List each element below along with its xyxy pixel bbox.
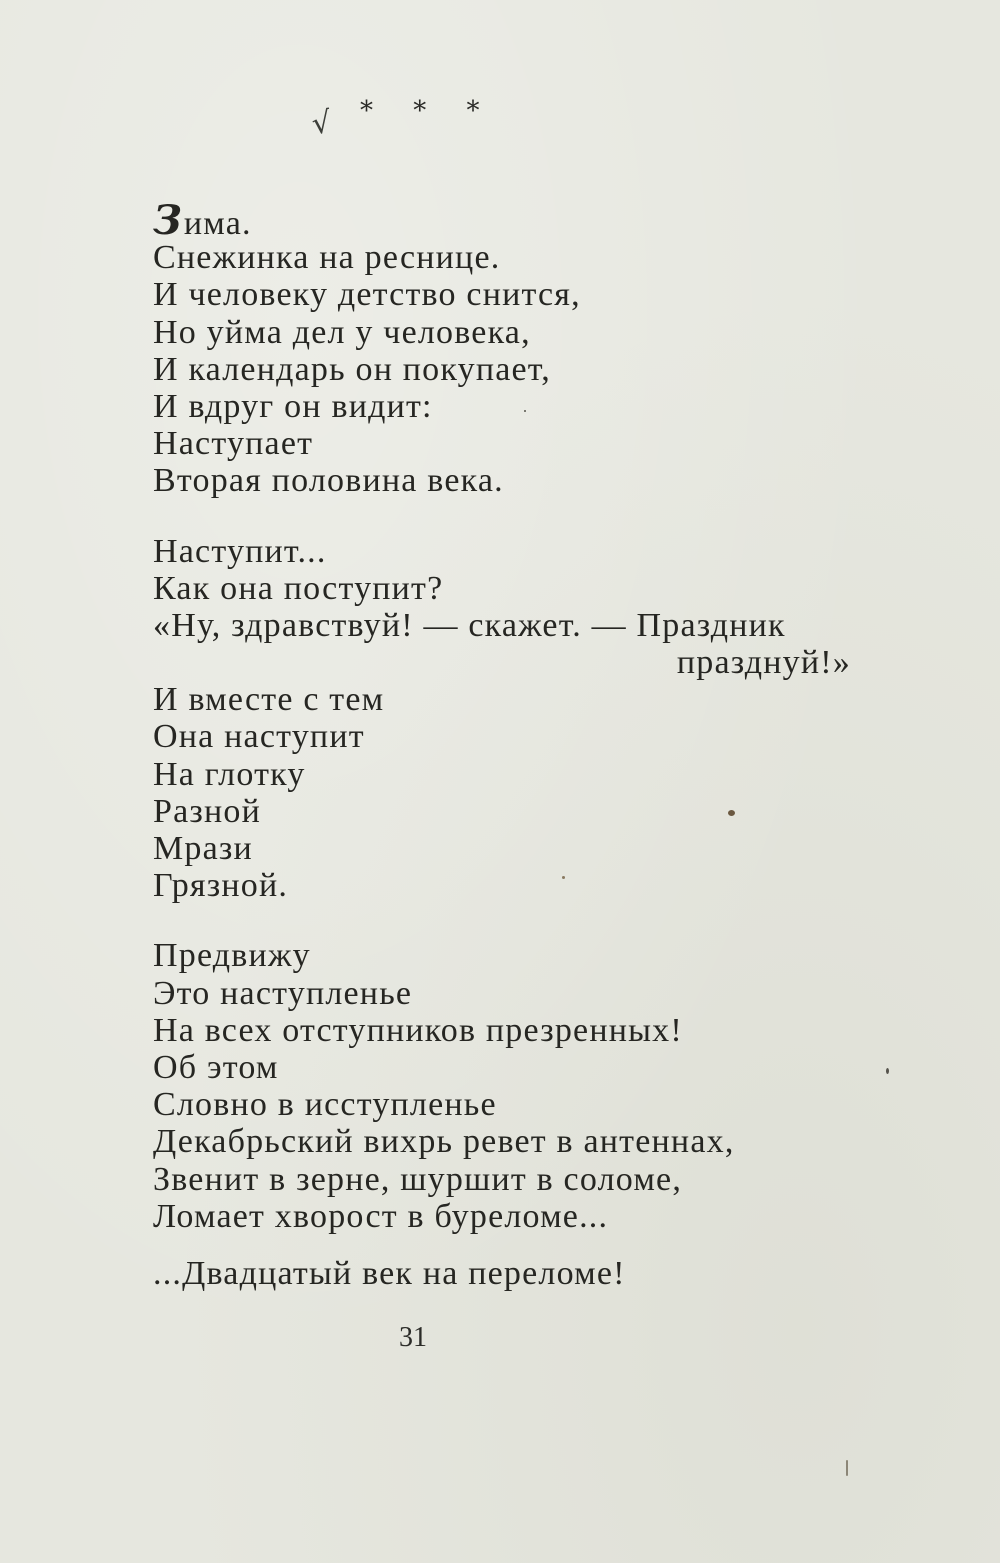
poem-line: Она наступит bbox=[153, 718, 365, 756]
poem-line: Предвижу bbox=[153, 937, 311, 975]
poem-line: И человеку детство снится, bbox=[153, 276, 581, 314]
paper-speck bbox=[846, 1460, 848, 1476]
poem-line: На всех отступников презренных! bbox=[153, 1011, 683, 1049]
poem-first-line bbox=[153, 197, 853, 244]
stanza-gap bbox=[153, 1235, 853, 1255]
poem-line: Ломает хворост в буреломе... bbox=[153, 1197, 609, 1235]
handwritten-check-mark-icon: √ bbox=[309, 104, 334, 143]
poem-final-line: ...Двадцатый век на переломе! bbox=[153, 1254, 626, 1292]
page-number: 31 bbox=[399, 1322, 427, 1353]
poem-line: Как она поступит? bbox=[153, 569, 444, 607]
first-line-rest: има. bbox=[183, 205, 252, 242]
dropcap-letter: З bbox=[153, 197, 182, 244]
poem-line: Наступает bbox=[153, 425, 314, 463]
poem-line: Разной bbox=[153, 792, 262, 830]
poem-line: Наступит... bbox=[153, 532, 327, 570]
poem-text bbox=[153, 197, 853, 1292]
stanza-gap bbox=[153, 904, 853, 937]
poem-line-continuation: празднуй!» bbox=[676, 644, 851, 682]
poem-line: И вместе с тем bbox=[153, 681, 385, 719]
poem-line: Мрази bbox=[153, 830, 253, 867]
poem-line: И календарь он покупает, bbox=[153, 350, 552, 388]
poem-line: «Ну, здравствуй! — скажет. — Праздник bbox=[153, 606, 786, 644]
paper-speck bbox=[524, 410, 526, 412]
poem-line: Об этом bbox=[153, 1048, 279, 1086]
poem-line: Вторая половина века. bbox=[153, 462, 504, 500]
poem-line: И вдруг он видит: bbox=[153, 387, 433, 425]
poem-line: Это наступленье bbox=[153, 974, 413, 1012]
poem-line: Декабрьский вихрь ревет в антеннах, bbox=[153, 1123, 735, 1161]
paper-speck bbox=[728, 810, 735, 816]
poem-line: Но уйма дел у человека, bbox=[153, 313, 531, 351]
paper-speck bbox=[562, 876, 565, 879]
paper-speck bbox=[886, 1068, 889, 1074]
poem-line: На глотку bbox=[153, 755, 306, 793]
poem-line: Снежинка на реснице. bbox=[153, 239, 501, 277]
stanza-gap bbox=[153, 500, 853, 533]
poem-line: Звенит в зерне, шуршит в соломе, bbox=[153, 1160, 683, 1198]
section-asterisks: * * * bbox=[360, 96, 496, 126]
poem-line: Словно в исступленье bbox=[153, 1086, 497, 1124]
poem-line: Грязной. bbox=[153, 867, 289, 905]
